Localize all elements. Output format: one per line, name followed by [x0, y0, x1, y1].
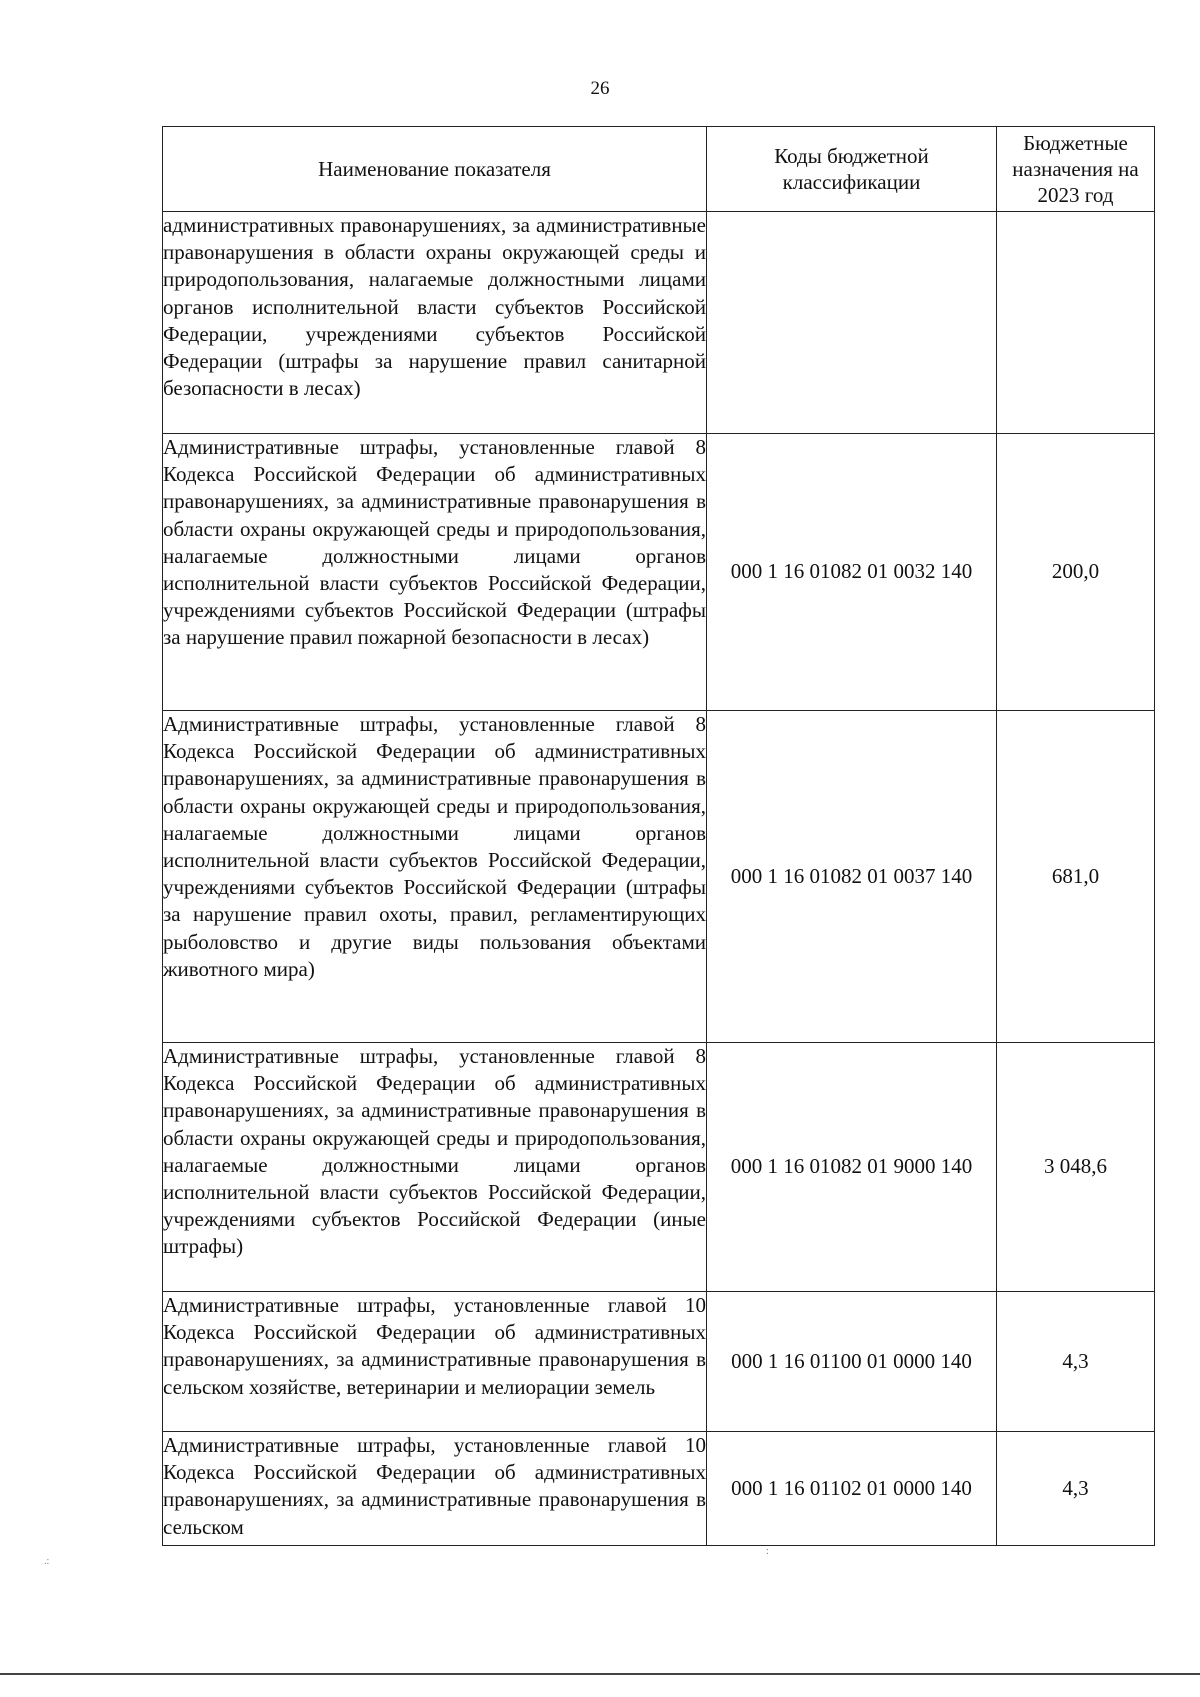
row-code: 000 1 16 01082 01 0037 140 [707, 711, 997, 1043]
budget-table [162, 126, 1155, 1546]
row-name: Административные штрафы, установленные главой 8 Кодекса Российской Федерации об административных правонарушениях, за административные правонарушения в области охраны окружающей среды и природопользования, налагаемые должностными лицами органов исполнительной власти субъектов Российской Федерации, учреждениями субъектов Российской Федерации (штрафы за нарушение правил пожарной безопасности в лесах) [163, 434, 707, 711]
row-name: административных правонарушениях, за административные правонарушения в области охраны окружающей среды и природопользования, налагаемые должностными лицами органов исполнительной власти субъектов Российской Федерации, учреждениями субъектов Российской Федерации (штрафы за нарушение правил санитарной безопасности в лесах) [163, 212, 707, 434]
table-row [163, 434, 1155, 711]
table-header-row [163, 127, 1155, 212]
table-row [163, 1292, 1155, 1432]
header-amount: Бюджетные назначения на 2023 год [997, 127, 1155, 212]
bottom-rule [0, 1673, 1200, 1675]
row-name: Административные штрафы, установленные главой 8 Кодекса Российской Федерации об административных правонарушениях, за административные правонарушения в области охраны окружающей среды и природопользования, налагаемые должностными лицами органов исполнительной власти субъектов Российской Федерации, учреждениями субъектов Российской Федерации (иные штрафы) [163, 1043, 707, 1292]
row-name: Административные штрафы, установленные главой 8 Кодекса Российской Федерации об административных правонарушениях, за административные правонарушения в области охраны окружающей среды и природопользования, налагаемые должностными лицами органов исполнительной власти субъектов Российской Федерации, учреждениями субъектов Российской Федерации (штрафы за нарушение правил охоты, правил, регламентирующих рыболовство и другие виды пользования объектами животного мира) [163, 711, 707, 1043]
row-code [707, 212, 997, 434]
row-code: 000 1 16 01082 01 9000 140 [707, 1043, 997, 1292]
row-code: 000 1 16 01082 01 0032 140 [707, 434, 997, 711]
table-row [163, 1043, 1155, 1292]
header-code: Коды бюджетной классификации [707, 127, 997, 212]
row-name: Административные штрафы, установленные главой 10 Кодекса Российской Федерации об административных правонарушениях, за административные правонарушения в сельском [163, 1432, 707, 1546]
row-amount [997, 212, 1155, 434]
row-amount: 200,0 [997, 434, 1155, 711]
row-amount: 3 048,6 [997, 1043, 1155, 1292]
table-row [163, 212, 1155, 434]
row-code: 000 1 16 01102 01 0000 140 [707, 1432, 997, 1546]
row-amount: 4,3 [997, 1292, 1155, 1432]
row-amount: 681,0 [997, 711, 1155, 1043]
page-number: 26 [590, 78, 610, 99]
row-code: 000 1 16 01100 01 0000 140 [707, 1292, 997, 1432]
scan-artifact-mark: : [766, 1546, 769, 1557]
table-row [163, 711, 1155, 1043]
scan-artifact-mark: .: [44, 1556, 50, 1567]
header-name: Наименование показателя [163, 127, 707, 212]
row-name: Административные штрафы, установленные главой 10 Кодекса Российской Федерации об административных правонарушениях, за административные правонарушения в сельском хозяйстве, ветеринарии и мелиорации земель [163, 1292, 707, 1432]
row-amount: 4,3 [997, 1432, 1155, 1546]
table-row [163, 1432, 1155, 1546]
